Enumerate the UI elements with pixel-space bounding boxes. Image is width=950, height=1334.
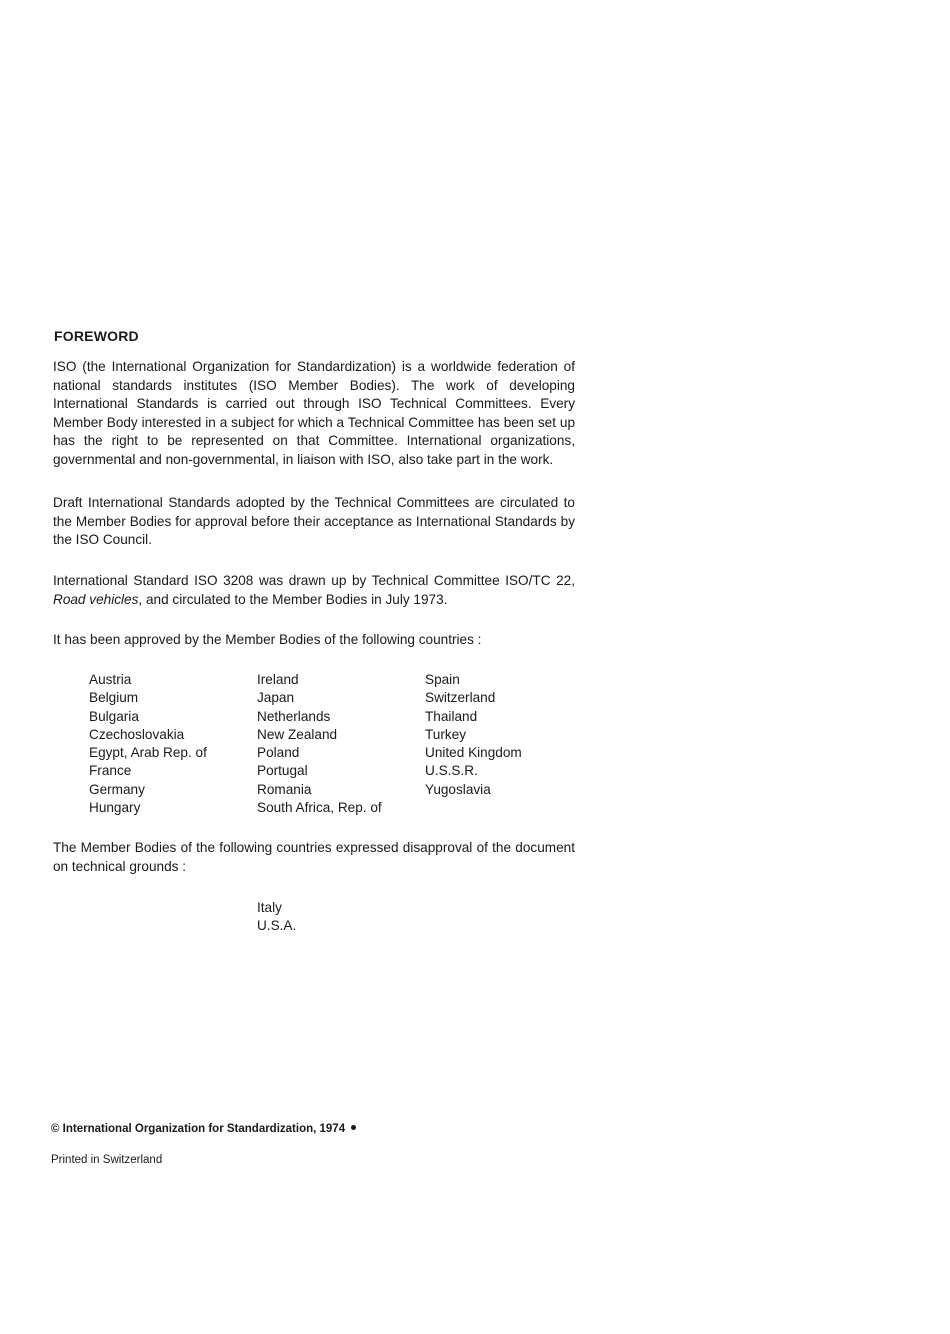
- country-item: Czechoslovakia: [89, 726, 185, 742]
- country-item: Bulgaria: [89, 708, 139, 724]
- country-item: Belgium: [89, 690, 139, 706]
- country-item: Germany: [89, 781, 145, 797]
- copyright-notice: [51, 1123, 356, 1135]
- country-item: Japan: [257, 690, 295, 706]
- bullet-icon: [351, 1125, 356, 1130]
- country-item: Hungary: [89, 800, 141, 816]
- country-item: South Africa, Rep. of: [257, 800, 382, 816]
- country-item: Ireland: [257, 672, 299, 687]
- country-item: Yugoslavia: [425, 781, 491, 797]
- country-item: U.S.A.: [257, 918, 297, 934]
- country-item: Turkey: [425, 726, 467, 742]
- committee-title: Road vehicles: [53, 591, 139, 607]
- country-item: Italy: [257, 900, 282, 915]
- country-item: Netherlands: [257, 708, 331, 724]
- country-item: Thailand: [425, 708, 478, 724]
- approving-countries-column-2: [257, 671, 382, 817]
- country-item: Spain: [425, 672, 460, 687]
- country-item: U.S.S.R.: [425, 763, 478, 779]
- country-item: Switzerland: [425, 690, 496, 706]
- paragraph-disapproval-intro: The Member Bodies of the following countries expressed disapproval of the document on technical grounds :: [53, 840, 575, 874]
- paragraph-approval-intro: It has been approved by the Member Bodies of the following countries :: [53, 632, 482, 647]
- paragraph-draft-standards: Draft International Standards adopted by the Technical Committees are circulated to the Member Bodies for approval before their acceptance as International Standards by the ISO Council.: [53, 495, 575, 548]
- paragraph-iso-3208: [53, 572, 575, 609]
- approving-countries-column-1: [89, 671, 207, 817]
- printed-in-notice: Printed in Switzerland: [51, 1154, 163, 1166]
- country-item: Egypt, Arab Rep. of: [89, 745, 207, 761]
- paragraph-iso-intro: ISO (the International Organization for Standardization) is a worldwide federation of national standards institutes (ISO Member Bodies). The work of developing International Standards is carried out through ISO Technical Committees. Every Member Body interested in a subject for which a Technical Committee has been set up has the right to be represented on that Committee. International organizations, governmental and non-governmental, in liaison with ISO, also take part in the work.: [53, 359, 575, 467]
- country-item: Austria: [89, 672, 132, 687]
- country-item: United Kingdom: [425, 745, 522, 761]
- paragraph-iso-3208-before: International Standard ISO 3208 was drawn up by Technical Committee ISO/TC 22,: [53, 573, 575, 588]
- country-item: Poland: [257, 745, 300, 761]
- copyright-text: © International Organization for Standardization, 1974: [51, 1123, 346, 1135]
- disapproving-countries-list: [257, 899, 296, 936]
- paragraph-iso-3208-after: , and circulated to the Member Bodies in July 1973.: [138, 591, 448, 607]
- country-item: France: [89, 763, 132, 779]
- country-item: Portugal: [257, 763, 308, 779]
- foreword-heading: FOREWORD: [54, 328, 139, 344]
- country-item: New Zealand: [257, 726, 338, 742]
- approving-countries-column-3: [425, 671, 522, 799]
- country-item: Romania: [257, 781, 312, 797]
